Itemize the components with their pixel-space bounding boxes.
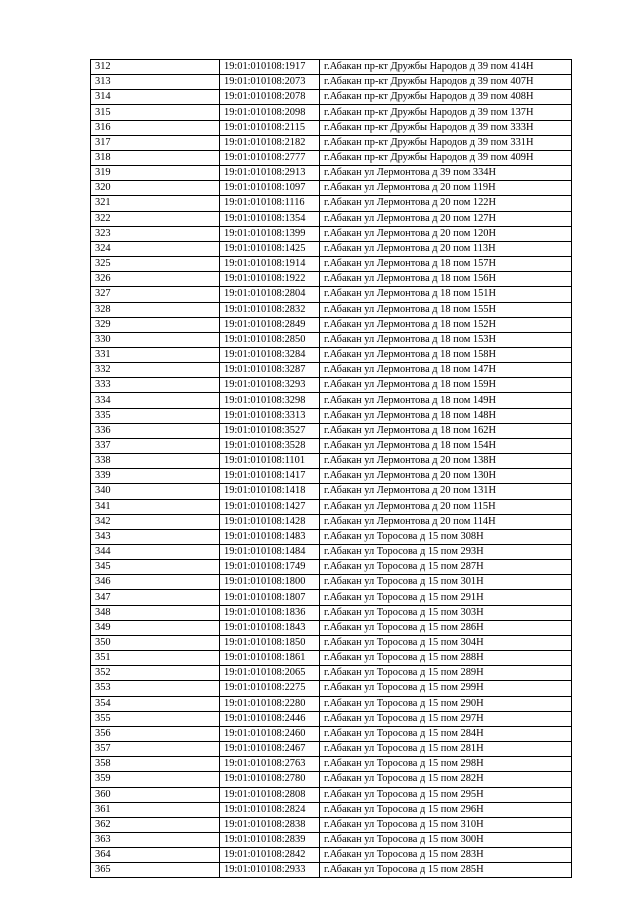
row-number-cell: 333 [91,378,220,393]
address-cell: г.Абакан ул Торосова д 15 пом 287Н [320,560,572,575]
table-row [91,211,572,226]
address-cell: г.Абакан ул Лермонтова д 18 пом 157Н [320,257,572,272]
address-cell: г.Абакан пр-кт Дружбы Народов д 39 пом 407Н [320,75,572,90]
cadastral-number-cell: 19:01:010108:2763 [220,757,320,772]
row-number-cell: 314 [91,90,220,105]
table-row [91,90,572,105]
row-number-cell: 347 [91,590,220,605]
table-row [91,832,572,847]
address-cell: г.Абакан ул Лермонтова д 18 пом 147Н [320,363,572,378]
cadastral-number-cell: 19:01:010108:2824 [220,802,320,817]
cadastral-number-cell: 19:01:010108:1800 [220,575,320,590]
row-number-cell: 324 [91,241,220,256]
table-row [91,651,572,666]
cadastral-number-cell: 19:01:010108:1418 [220,484,320,499]
row-number-cell: 360 [91,787,220,802]
cadastral-number-cell: 19:01:010108:2446 [220,711,320,726]
cadastral-number-cell: 19:01:010108:1917 [220,60,320,75]
row-number-cell: 359 [91,772,220,787]
row-number-cell: 339 [91,469,220,484]
cadastral-number-cell: 19:01:010108:2777 [220,150,320,165]
cadastral-number-cell: 19:01:010108:2460 [220,726,320,741]
address-cell: г.Абакан ул Торосова д 15 пом 295Н [320,787,572,802]
cadastral-number-cell: 19:01:010108:3287 [220,363,320,378]
address-cell: г.Абакан ул Лермонтова д 18 пом 149Н [320,393,572,408]
table-row [91,393,572,408]
address-cell: г.Абакан пр-кт Дружбы Народов д 39 пом 137Н [320,105,572,120]
address-cell: г.Абакан ул Торосова д 15 пом 299Н [320,681,572,696]
address-cell: г.Абакан ул Лермонтова д 18 пом 151Н [320,287,572,302]
address-cell: г.Абакан ул Торосова д 15 пом 298Н [320,757,572,772]
address-cell: г.Абакан ул Торосова д 15 пом 297Н [320,711,572,726]
row-number-cell: 326 [91,272,220,287]
cadastral-number-cell: 19:01:010108:1843 [220,620,320,635]
address-cell: г.Абакан ул Торосова д 15 пом 310Н [320,817,572,832]
row-number-cell: 319 [91,166,220,181]
cadastral-number-cell: 19:01:010108:1354 [220,211,320,226]
table-row [91,60,572,75]
cadastral-number-cell: 19:01:010108:2850 [220,332,320,347]
cadastral-number-cell: 19:01:010108:2808 [220,787,320,802]
table-row [91,575,572,590]
address-cell: г.Абакан ул Торосова д 15 пом 308Н [320,529,572,544]
table-row [91,469,572,484]
cadastral-number-cell: 19:01:010108:2804 [220,287,320,302]
row-number-cell: 365 [91,863,220,878]
address-cell: г.Абакан ул Торосова д 15 пом 291Н [320,590,572,605]
cadastral-number-cell: 19:01:010108:1861 [220,651,320,666]
row-number-cell: 340 [91,484,220,499]
property-table [90,59,572,878]
address-cell: г.Абакан ул Лермонтова д 18 пом 155Н [320,302,572,317]
cadastral-number-cell: 19:01:010108:1807 [220,590,320,605]
table-row [91,529,572,544]
row-number-cell: 356 [91,726,220,741]
table-row [91,181,572,196]
row-number-cell: 345 [91,560,220,575]
address-cell: г.Абакан ул Лермонтова д 20 пом 130Н [320,469,572,484]
row-number-cell: 313 [91,75,220,90]
row-number-cell: 334 [91,393,220,408]
cadastral-number-cell: 19:01:010108:3528 [220,438,320,453]
cadastral-number-cell: 19:01:010108:1836 [220,605,320,620]
cadastral-number-cell: 19:01:010108:2065 [220,666,320,681]
address-cell: г.Абакан ул Лермонтова д 20 пом 115Н [320,499,572,514]
cadastral-number-cell: 19:01:010108:1116 [220,196,320,211]
address-cell: г.Абакан пр-кт Дружбы Народов д 39 пом 331Н [320,135,572,150]
cadastral-number-cell: 19:01:010108:2933 [220,863,320,878]
row-number-cell: 357 [91,742,220,757]
row-number-cell: 338 [91,454,220,469]
row-number-cell: 353 [91,681,220,696]
table-row [91,817,572,832]
address-cell: г.Абакан пр-кт Дружбы Народов д 39 пом 408Н [320,90,572,105]
row-number-cell: 329 [91,317,220,332]
cadastral-number-cell: 19:01:010108:1749 [220,560,320,575]
address-cell: г.Абакан ул Лермонтова д 20 пом 119Н [320,181,572,196]
row-number-cell: 363 [91,832,220,847]
table-row [91,681,572,696]
cadastral-number-cell: 19:01:010108:1428 [220,514,320,529]
address-cell: г.Абакан ул Торосова д 15 пом 285Н [320,863,572,878]
table-row [91,772,572,787]
address-cell: г.Абакан ул Лермонтова д 39 пом 334Н [320,166,572,181]
table-row [91,423,572,438]
address-cell: г.Абакан ул Торосова д 15 пом 286Н [320,620,572,635]
cadastral-number-cell: 19:01:010108:1417 [220,469,320,484]
table-row [91,241,572,256]
table-row [91,742,572,757]
cadastral-number-cell: 19:01:010108:1914 [220,257,320,272]
row-number-cell: 355 [91,711,220,726]
table-row [91,363,572,378]
row-number-cell: 317 [91,135,220,150]
row-number-cell: 354 [91,696,220,711]
cadastral-number-cell: 19:01:010108:1850 [220,635,320,650]
row-number-cell: 341 [91,499,220,514]
cadastral-number-cell: 19:01:010108:2078 [220,90,320,105]
table-row [91,590,572,605]
cadastral-number-cell: 19:01:010108:1101 [220,454,320,469]
table-row [91,620,572,635]
row-number-cell: 332 [91,363,220,378]
cadastral-number-cell: 19:01:010108:2275 [220,681,320,696]
cadastral-number-cell: 19:01:010108:2182 [220,135,320,150]
cadastral-number-cell: 19:01:010108:1425 [220,241,320,256]
row-number-cell: 352 [91,666,220,681]
row-number-cell: 320 [91,181,220,196]
row-number-cell: 321 [91,196,220,211]
address-cell: г.Абакан ул Лермонтова д 20 пом 127Н [320,211,572,226]
table-row [91,257,572,272]
table-row [91,757,572,772]
row-number-cell: 351 [91,651,220,666]
cadastral-number-cell: 19:01:010108:3293 [220,378,320,393]
cadastral-number-cell: 19:01:010108:2842 [220,848,320,863]
row-number-cell: 344 [91,545,220,560]
cadastral-number-cell: 19:01:010108:1399 [220,226,320,241]
row-number-cell: 342 [91,514,220,529]
cadastral-number-cell: 19:01:010108:1097 [220,181,320,196]
address-cell: г.Абакан ул Лермонтова д 18 пом 156Н [320,272,572,287]
cadastral-number-cell: 19:01:010108:2913 [220,166,320,181]
address-cell: г.Абакан пр-кт Дружбы Народов д 39 пом 414Н [320,60,572,75]
table-row [91,332,572,347]
table-row [91,499,572,514]
table-row [91,347,572,362]
row-number-cell: 316 [91,120,220,135]
row-number-cell: 312 [91,60,220,75]
cadastral-number-cell: 19:01:010108:3527 [220,423,320,438]
address-cell: г.Абакан ул Торосова д 15 пом 289Н [320,666,572,681]
table-row [91,545,572,560]
cadastral-number-cell: 19:01:010108:2073 [220,75,320,90]
row-number-cell: 322 [91,211,220,226]
cadastral-number-cell: 19:01:010108:3298 [220,393,320,408]
address-cell: г.Абакан ул Торосова д 15 пом 281Н [320,742,572,757]
address-cell: г.Абакан ул Лермонтова д 20 пом 138Н [320,454,572,469]
address-cell: г.Абакан ул Лермонтова д 18 пом 162Н [320,423,572,438]
row-number-cell: 364 [91,848,220,863]
cadastral-number-cell: 19:01:010108:2280 [220,696,320,711]
row-number-cell: 331 [91,347,220,362]
cadastral-number-cell: 19:01:010108:2839 [220,832,320,847]
address-cell: г.Абакан ул Торосова д 15 пом 282Н [320,772,572,787]
address-cell: г.Абакан ул Торосова д 15 пом 283Н [320,848,572,863]
address-cell: г.Абакан ул Лермонтова д 18 пом 154Н [320,438,572,453]
row-number-cell: 328 [91,302,220,317]
cadastral-number-cell: 19:01:010108:2832 [220,302,320,317]
table-row [91,302,572,317]
cadastral-number-cell: 19:01:010108:2838 [220,817,320,832]
table-row [91,726,572,741]
row-number-cell: 348 [91,605,220,620]
table-row [91,105,572,120]
table-row [91,484,572,499]
address-cell: г.Абакан ул Лермонтова д 18 пом 159Н [320,378,572,393]
table-row [91,317,572,332]
address-cell: г.Абакан ул Торосова д 15 пом 288Н [320,651,572,666]
table-row [91,605,572,620]
address-cell: г.Абакан ул Торосова д 15 пом 303Н [320,605,572,620]
cadastral-number-cell: 19:01:010108:2780 [220,772,320,787]
address-cell: г.Абакан ул Лермонтова д 20 пом 113Н [320,241,572,256]
row-number-cell: 336 [91,423,220,438]
address-cell: г.Абакан ул Торосова д 15 пом 300Н [320,832,572,847]
address-cell: г.Абакан ул Торосова д 15 пом 301Н [320,575,572,590]
row-number-cell: 346 [91,575,220,590]
table-row [91,196,572,211]
table-row [91,863,572,878]
address-cell: г.Абакан ул Лермонтова д 18 пом 148Н [320,408,572,423]
address-cell: г.Абакан ул Торосова д 15 пом 304Н [320,635,572,650]
table-row [91,787,572,802]
table-row [91,802,572,817]
cadastral-number-cell: 19:01:010108:2098 [220,105,320,120]
address-cell: г.Абакан пр-кт Дружбы Народов д 39 пом 409Н [320,150,572,165]
address-cell: г.Абакан ул Лермонтова д 18 пом 158Н [320,347,572,362]
address-cell: г.Абакан пр-кт Дружбы Народов д 39 пом 333Н [320,120,572,135]
table-row [91,666,572,681]
cadastral-number-cell: 19:01:010108:3284 [220,347,320,362]
row-number-cell: 318 [91,150,220,165]
cadastral-number-cell: 19:01:010108:2467 [220,742,320,757]
table-row [91,166,572,181]
table-row [91,226,572,241]
address-cell: г.Абакан ул Торосова д 15 пом 293Н [320,545,572,560]
row-number-cell: 325 [91,257,220,272]
table-row [91,135,572,150]
address-cell: г.Абакан ул Лермонтова д 20 пом 122Н [320,196,572,211]
row-number-cell: 349 [91,620,220,635]
address-cell: г.Абакан ул Торосова д 15 пом 284Н [320,726,572,741]
table-row [91,514,572,529]
cadastral-number-cell: 19:01:010108:1922 [220,272,320,287]
address-cell: г.Абакан ул Торосова д 15 пом 290Н [320,696,572,711]
cadastral-number-cell: 19:01:010108:2849 [220,317,320,332]
row-number-cell: 330 [91,332,220,347]
row-number-cell: 323 [91,226,220,241]
table-row [91,287,572,302]
table-row [91,378,572,393]
property-table-body [91,60,572,878]
row-number-cell: 337 [91,438,220,453]
row-number-cell: 335 [91,408,220,423]
cadastral-number-cell: 19:01:010108:1427 [220,499,320,514]
cadastral-number-cell: 19:01:010108:1484 [220,545,320,560]
address-cell: г.Абакан ул Лермонтова д 20 пом 114Н [320,514,572,529]
table-row [91,696,572,711]
table-row [91,408,572,423]
row-number-cell: 315 [91,105,220,120]
address-cell: г.Абакан ул Лермонтова д 20 пом 120Н [320,226,572,241]
table-row [91,454,572,469]
table-row [91,120,572,135]
row-number-cell: 350 [91,635,220,650]
table-row [91,150,572,165]
row-number-cell: 327 [91,287,220,302]
row-number-cell: 358 [91,757,220,772]
address-cell: г.Абакан ул Лермонтова д 20 пом 131Н [320,484,572,499]
table-row [91,848,572,863]
row-number-cell: 361 [91,802,220,817]
row-number-cell: 343 [91,529,220,544]
address-cell: г.Абакан ул Лермонтова д 18 пом 153Н [320,332,572,347]
table-row [91,272,572,287]
cadastral-number-cell: 19:01:010108:3313 [220,408,320,423]
address-cell: г.Абакан ул Торосова д 15 пом 296Н [320,802,572,817]
table-row [91,75,572,90]
table-row [91,438,572,453]
cadastral-number-cell: 19:01:010108:1483 [220,529,320,544]
address-cell: г.Абакан ул Лермонтова д 18 пом 152Н [320,317,572,332]
table-row [91,711,572,726]
table-row [91,635,572,650]
cadastral-number-cell: 19:01:010108:2115 [220,120,320,135]
table-row [91,560,572,575]
row-number-cell: 362 [91,817,220,832]
